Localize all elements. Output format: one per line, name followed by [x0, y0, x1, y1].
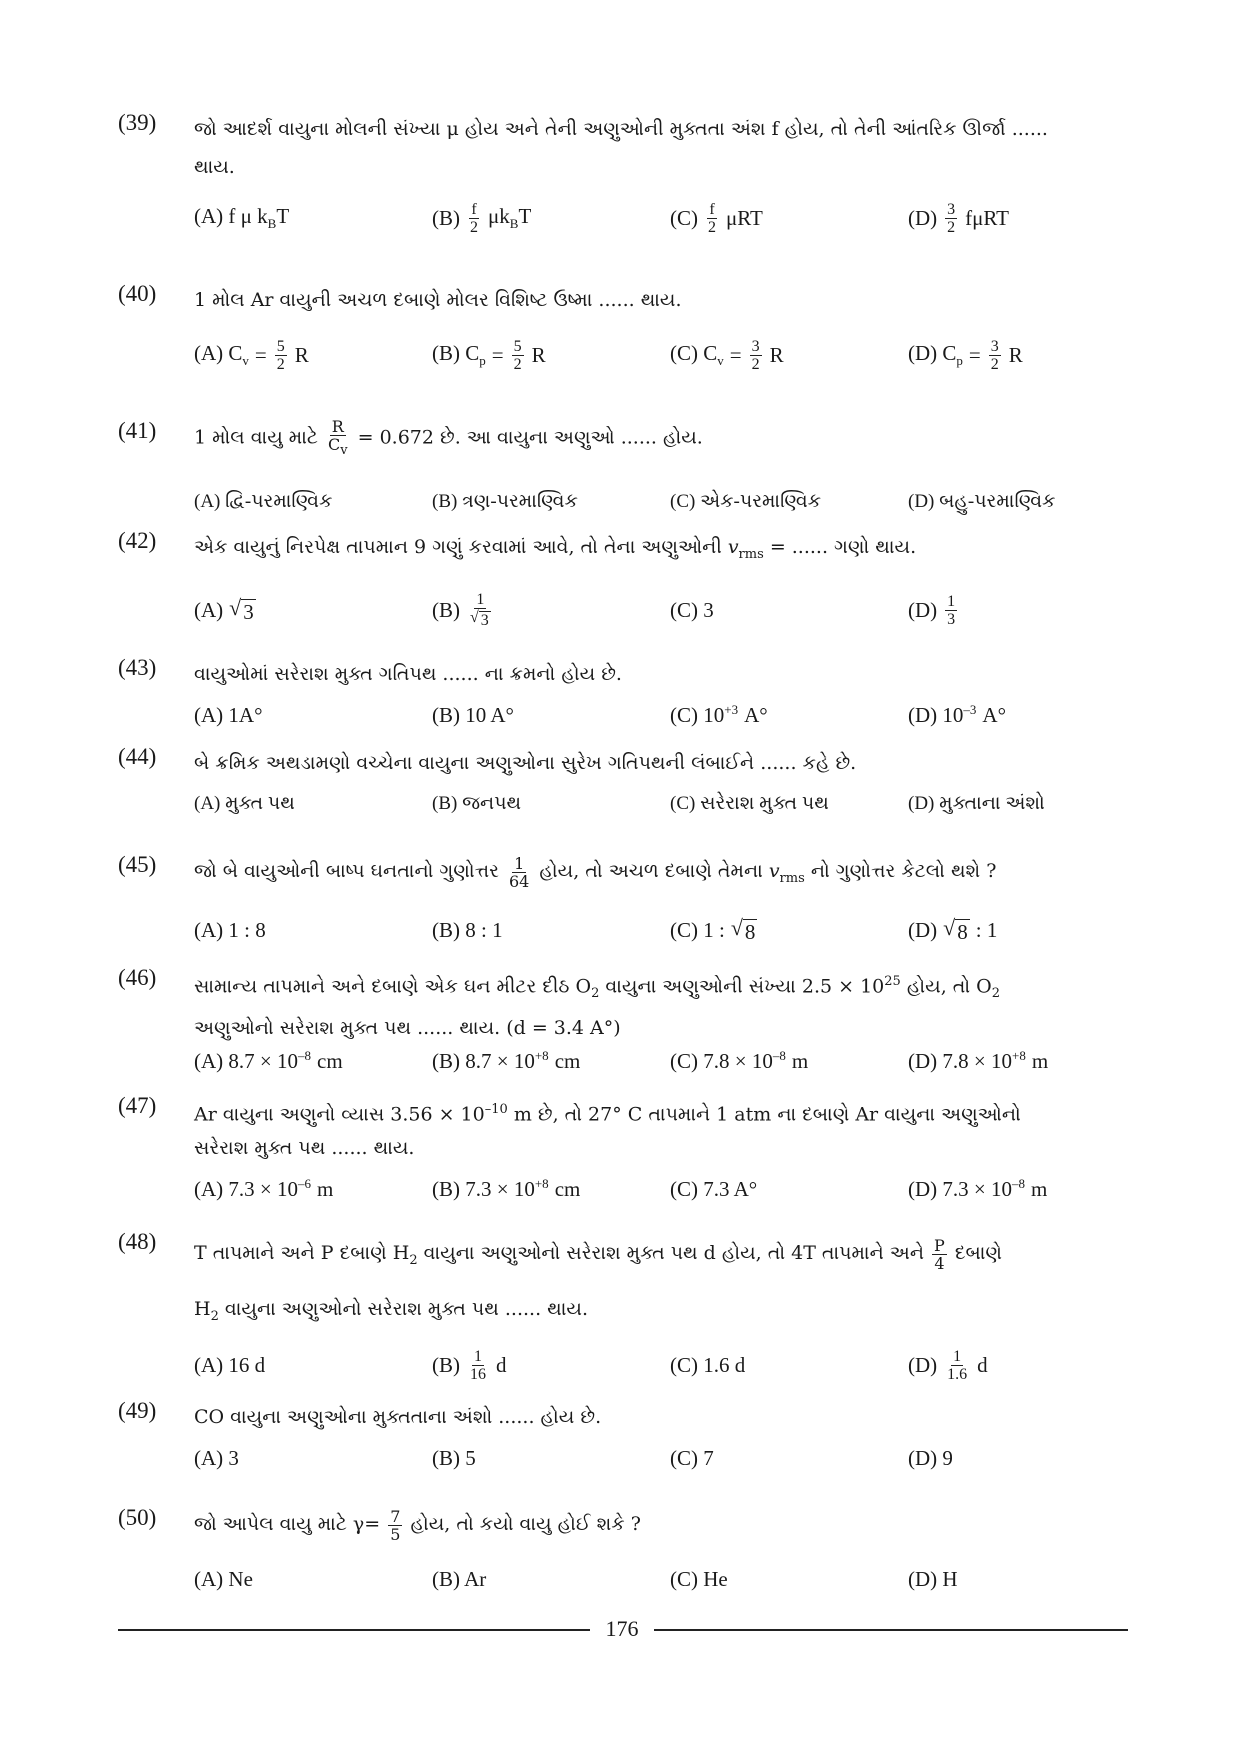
question-number: (43) — [118, 655, 157, 680]
option-a: (A) 3 — [194, 1445, 239, 1470]
question-number: (44) — [118, 744, 157, 769]
option-d: (D) √ 8 : 1 — [908, 915, 998, 944]
footer-rule-right — [654, 1629, 1128, 1631]
question-text: જો આદર્શ વાયુના મોલની સંખ્યા μ હોય અને તેની અણુઓની મુક્તતા અંશ f હોય, તો તેની આંતરિક ઊર્જા ...... થાય. — [194, 118, 1048, 178]
option-d: (D) $\frac{3}{2}$ fμRT — [908, 200, 1009, 236]
question-41 — [118, 417, 1128, 512]
question-39 — [118, 110, 1128, 236]
question-text: Ar વાયુના અણુનો વ્યાસ $3.56 \times 10^{-10}$ m છે, તો 27° C તાપમાને 1 atm ના દબાણે Ar વાયુના અણુઓનો સરેરાશ મુક્ત પથ ...... થાય. — [194, 1102, 1021, 1160]
option-a: (A) $C_v$ = $\frac{5}{2}$ R — [194, 337, 309, 373]
option-b: (B) $8.7 \times 10^{+8}$ cm — [432, 1048, 581, 1073]
options — [194, 695, 1128, 735]
options — [194, 590, 1128, 630]
options — [194, 784, 1128, 824]
option-d: (D) $7.8 \times 10^{+8}$ m — [908, 1048, 1049, 1073]
option-b: (B) $C_p$ = $\frac{5}{2}$ R — [432, 337, 546, 373]
option-c: (C) 7 — [670, 1445, 714, 1470]
option-c: (C) 3 — [670, 597, 714, 622]
question-40 — [118, 281, 1128, 373]
question-42 — [118, 528, 1128, 629]
question-text: સામાન્ય તાપમાને અને દબાણે એક ઘન મીટર દીઠ $O_2$ વાયુના અણુઓની સંખ્યા $2.5 \times 10^{25}$ હોય, તો $O_2$ અણુઓનો સરેરાશ મુક્ત પથ ...... થાય. (d = 3.4 A°) — [194, 974, 1001, 1040]
option-b: (B) $\frac{f}{2}$ $\mu k_BT$ — [432, 200, 532, 236]
option-d: (D) $10^{-3}$ A° — [908, 702, 1006, 727]
option-a: (A) Ne — [194, 1566, 253, 1591]
option-c: (C) $\frac{f}{2}$ μRT — [670, 200, 763, 236]
option-a: (A) દ્વિ-પરમાણ્વિક — [194, 491, 333, 512]
option-a: (A) f μ $k_BT$ — [194, 203, 290, 232]
option-b: (B) ત્રણ-પરમાણ્વિક — [432, 491, 578, 512]
option-b: (B) $\frac{1}{16}$ d — [432, 1347, 507, 1383]
question-number: (47) — [118, 1093, 157, 1118]
option-a: (A) 16 d — [194, 1352, 266, 1377]
option-d: (D) $\frac{1}{3}$ — [908, 592, 956, 628]
option-c: (C) $C_v$ = $\frac{3}{2}$ R — [670, 337, 784, 373]
question-number: (42) — [118, 528, 157, 553]
option-d: (D) બહુ-પરમાણ્વિક — [908, 491, 1056, 512]
question-47 — [118, 1093, 1128, 1201]
option-a: (A) 1 : 8 — [194, 917, 266, 942]
options — [194, 482, 1128, 522]
options — [194, 1169, 1128, 1209]
question-text: CO વાયુના અણુઓના મુક્તતાના અંશો ...... હોય છે. — [194, 1406, 602, 1428]
options — [194, 335, 1128, 375]
option-a: (A) $8.7 \times 10^{-8}$ cm — [194, 1048, 343, 1073]
option-c: (C) એક-પરમાણ્વિક — [670, 491, 822, 512]
option-a: (A) $7.3 \times 10^{-6}$ m — [194, 1176, 334, 1201]
question-number: (49) — [118, 1398, 157, 1423]
option-c: (C) 1 : √ 8 — [670, 915, 756, 944]
question-number: (39) — [118, 110, 157, 135]
question-text: 1 મોલ વાયુ માટે $\frac{R}{C_v}$ = 0.672 છે. આ વાયુના અણુઓ ...... હોય. — [194, 417, 703, 459]
options — [194, 1345, 1128, 1385]
question-46 — [118, 965, 1128, 1073]
option-c: (C) 1.6 d — [670, 1352, 746, 1377]
option-d: (D) $\frac{1}{1.6}$ d — [908, 1347, 988, 1383]
option-d: (D) $7.3 \times 10^{-8}$ m — [908, 1176, 1048, 1201]
option-d: (D) $C_p$ = $\frac{3}{2}$ R — [908, 337, 1023, 373]
option-a: (A) 1A° — [194, 702, 263, 727]
options — [194, 1041, 1128, 1081]
question-text: T તાપમાને અને P દબાણે $H_2$ વાયુના અણુઓનો સરેરાશ મુક્ત પથ d હોય, તો 4T તાપમાને અને $\frac{P}{4}$ દબાણે $H_2$ વાયુના અણુઓનો સરેરાશ મુક્ત પથ ...... થાય. — [194, 1235, 1002, 1324]
option-b: (B) 10 A° — [432, 702, 514, 727]
options — [194, 198, 1128, 238]
footer-rule-left — [118, 1629, 590, 1631]
option-c: (C) $7.8 \times 10^{-8}$ m — [670, 1048, 809, 1073]
question-text: 1 મોલ Ar વાયુની અચળ દબાણે મોલર વિશિષ્ટ ઉષ્મા ...... થાય. — [194, 289, 682, 311]
option-d: (D) 9 — [908, 1445, 953, 1470]
option-d: (D) મુક્તાના અંશો — [908, 793, 1045, 814]
option-c: (C) સરેરાશ મુક્ત પથ — [670, 793, 829, 814]
question-48 — [118, 1229, 1128, 1383]
page-number: 176 — [605, 1616, 639, 1641]
question-text: જો આપેલ વાયુ માટે γ= $\frac{7}{5}$ હોય, તો કયો વાયુ હોઈ શકે ? — [194, 1506, 641, 1544]
question-43 — [118, 655, 1128, 727]
question-45 — [118, 852, 1128, 944]
options — [194, 1559, 1128, 1599]
question-44 — [118, 744, 1128, 814]
option-d: (D) H — [908, 1566, 958, 1591]
question-number: (41) — [118, 418, 157, 443]
option-a: (A) √ 3 — [194, 595, 254, 624]
question-number: (40) — [118, 281, 157, 306]
option-c: (C) 7.3 A° — [670, 1176, 758, 1201]
option-b: (B) $7.3 \times 10^{+8}$ cm — [432, 1176, 581, 1201]
option-c: (C) He — [670, 1566, 728, 1591]
question-text: એક વાયુનું નિરપેક્ષ તાપમાન 9 ગણું કરવામાં આવે, તો તેના અણુઓની $v_{rms}$ = ...... ગણો થાય. — [194, 536, 917, 562]
options — [194, 910, 1128, 950]
options — [194, 1438, 1128, 1478]
option-b: (B) Ar — [432, 1566, 487, 1591]
option-a: (A) મુક્ત પથ — [194, 793, 295, 814]
option-c: (C) $10^{+3}$ A° — [670, 702, 768, 727]
option-b: (B) 8 : 1 — [432, 917, 503, 942]
question-50 — [118, 1505, 1128, 1591]
question-number: (46) — [118, 965, 157, 990]
question-number: (45) — [118, 852, 157, 877]
question-number: (50) — [118, 1505, 157, 1530]
question-49 — [118, 1398, 1128, 1470]
option-b: (B) 1 √ 3 — [432, 591, 489, 629]
option-b: (B) 5 — [432, 1445, 476, 1470]
question-text: જો બે વાયુઓની બાષ્પ ઘનતાનો ગુણોત્તર $\frac{1}{64}$ હોય, તો અચળ દબાણે તેમના $v_{rms}$ નો ગુણોત્તર કેટલો થશે ? — [194, 853, 997, 891]
question-text: વાયુઓમાં સરેરાશ મુક્ત ગતિપથ ...... ના ક્રમનો હોય છે. — [194, 663, 622, 685]
option-b: (B) જનપથ — [432, 793, 522, 814]
question-text: બે ક્રમિક અથડામણો વચ્ચેના વાયુના અણુઓના સુરેખ ગતિપથની લંબાઈને ...... કહે છે. — [194, 752, 857, 774]
question-number: (48) — [118, 1229, 157, 1254]
